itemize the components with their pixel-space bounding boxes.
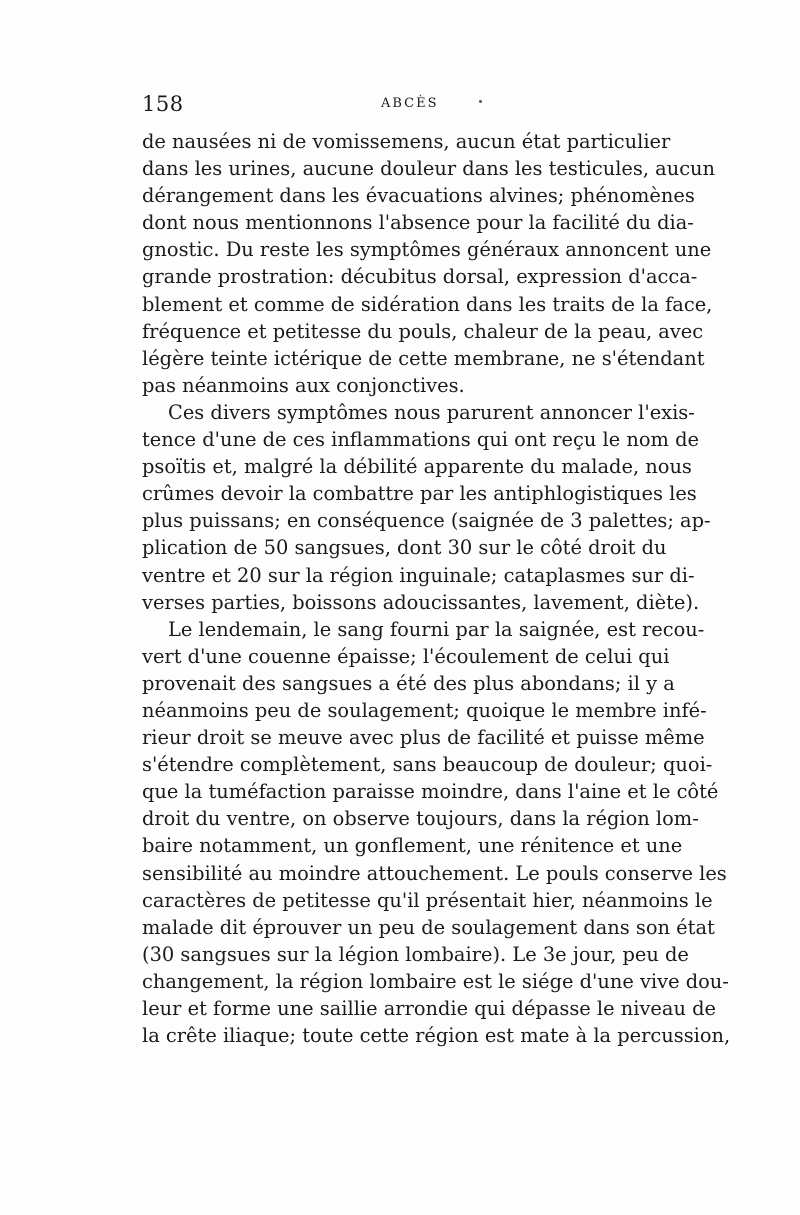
body-text (142, 128, 731, 1049)
text-line: rieur droit se meuve avec plus de facilité et puisse même (142, 726, 705, 750)
text-line: Ces divers symptômes nous parurent annoncer l'exis- (168, 400, 695, 424)
text-line: plication de 50 sangsues, dont 30 sur le côté droit du (142, 536, 667, 560)
text-line: dérangement dans les évacuations alvines; phénomènes (142, 184, 695, 208)
text-line: ventre et 20 sur la région inguinale; cataplasmes sur di- (142, 563, 695, 587)
text-line: vert d'une couenne épaisse; l'écoulement de celui qui (142, 644, 670, 668)
text-line: dont nous mentionnons l'absence pour la facilité du dia- (142, 211, 694, 235)
text-line: gnostic. Du reste les symptômes généraux annoncent une (142, 238, 712, 262)
text-line: fréquence et petitesse du pouls, chaleur de la peau, avec (142, 319, 704, 343)
text-line: légère teinte ictérique de cette membrane, ne s'étendant (142, 346, 705, 370)
text-line: provenait des sangsues a été des plus abondans; il y a (142, 671, 675, 695)
ink-speck (479, 100, 482, 103)
text-line: néanmoins peu de soulagement; quoique le membre infé- (142, 698, 707, 722)
text-line: grande prostration: décubitus dorsal, expression d'acca- (142, 265, 698, 289)
text-line: s'étendre complètement, sans beaucoup de douleur; quoi- (142, 753, 713, 777)
text-line: que la tuméfaction paraisse moindre, dans l'aine et le côté (142, 780, 719, 804)
text-line: leur et forme une saillie arrondie qui dépasse le niveau de (142, 997, 716, 1020)
text-line: psoïtis et, malgré la débilité apparente du malade, nous (142, 455, 692, 479)
text-line: baire notamment, un gonflement, une rénitence et une (142, 834, 683, 858)
text-line: plus puissans; en conséquence (saignée de 3 palettes; ap- (142, 509, 711, 533)
text-line: tence d'une de ces inflammations qui ont reçu le nom de (142, 428, 699, 452)
text-line: crûmes devoir la combattre par les antiphlogistiques les (142, 482, 697, 506)
text-line: de nausées ni de vomissemens, aucun état particulier (142, 130, 671, 153)
text-line: (30 sangsues sur la légion lombaire). Le 3e jour, peu de (142, 942, 689, 966)
text-line: dans les urines, aucune douleur dans les testicules, aucun (142, 157, 716, 181)
text-line: sensibilité au moindre attouchement. Le pouls conserve les (142, 861, 727, 885)
text-line: caractères de petitesse qu'il présentait hier, néanmoins le (142, 888, 713, 912)
text-line: droit du ventre, on observe toujours, dans la région lom- (142, 807, 699, 831)
text-line: pas néanmoins aux conjonctives. (142, 373, 465, 397)
text-line: malade dit éprouver un peu de soulagement dans son état (142, 915, 715, 939)
text-line: blement et comme de sidération dans les traits de la face, (142, 292, 713, 316)
running-head: ABCÈS (381, 96, 439, 111)
page-number: 158 (142, 92, 184, 116)
text-line: Le lendemain, le sang fourni par la saignée, est recou- (168, 617, 705, 641)
text-line: la crête iliaque; toute cette région est mate à la percussion, (142, 1024, 731, 1048)
text-line: changement, la région lombaire est le siége d'une vive dou- (142, 969, 729, 993)
text-line: verses parties, boissons adoucissantes, lavement, diète). (142, 590, 700, 614)
